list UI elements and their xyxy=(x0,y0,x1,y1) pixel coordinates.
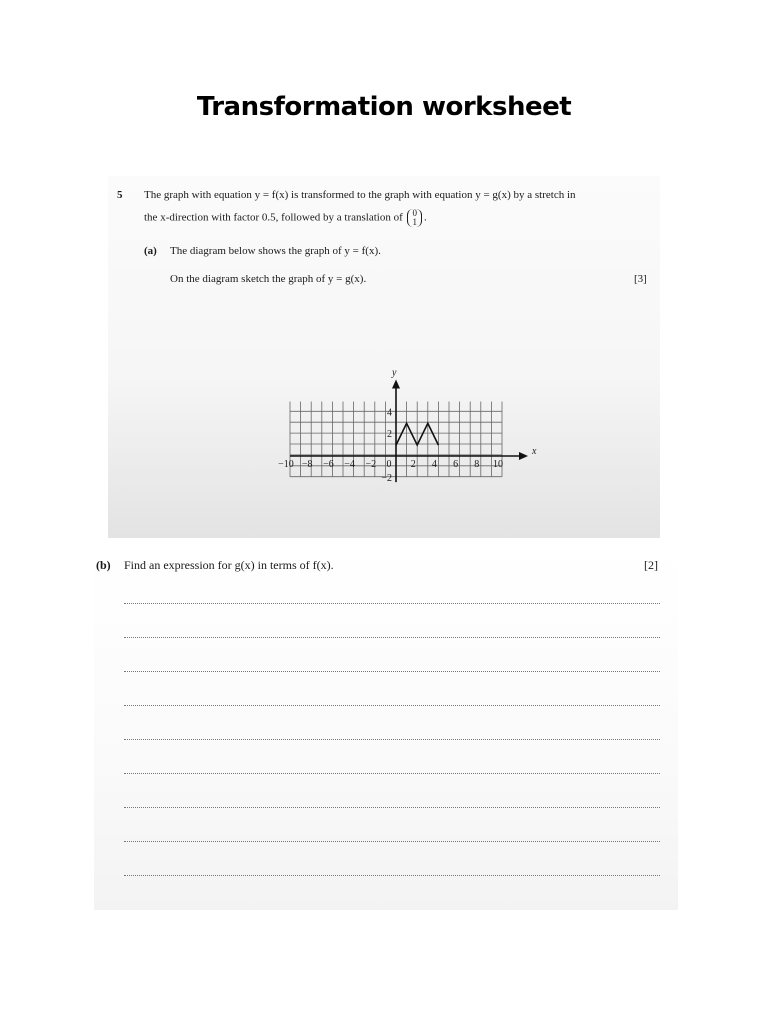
x-tick-label: −10 xyxy=(278,459,294,470)
x-axis-arrow xyxy=(519,452,528,460)
question-text-line-2-prefix: the x-direction with factor 0.5, followed by a translation of xyxy=(144,211,403,224)
part-a-marks: [3] xyxy=(634,273,647,285)
x-tick-label: −6 xyxy=(323,459,334,470)
answer-line[interactable] xyxy=(124,807,660,808)
part-a-label: (a) xyxy=(144,245,157,257)
part-b-text: Find an expression for g(x) in terms of f(x). xyxy=(124,558,334,572)
x-tick-label: 10 xyxy=(493,459,503,470)
y-tick-label: −2 xyxy=(381,472,392,484)
vector-bottom: 1 xyxy=(412,217,417,227)
question-number: 5 xyxy=(117,189,123,201)
x-tick-label: 2 xyxy=(410,459,416,470)
graph-tick-labels xyxy=(278,407,503,483)
answer-line[interactable] xyxy=(124,841,660,842)
question-text-line-2 xyxy=(144,209,427,227)
answer-line[interactable] xyxy=(124,739,660,740)
x-tick-label: −4 xyxy=(344,459,355,470)
part-a-text-2: On the diagram sketch the graph of y = g(x). xyxy=(170,273,367,285)
x-tick-label: 8 xyxy=(474,459,480,470)
vector-top: 0 xyxy=(412,208,417,218)
page-title: Transformation worksheet xyxy=(196,92,572,122)
answer-line[interactable] xyxy=(124,705,660,706)
question-text-line-2-suffix: . xyxy=(423,211,427,224)
x-tick-label: −2 xyxy=(365,459,377,470)
part-b-label: (b) xyxy=(96,558,111,572)
answer-line[interactable] xyxy=(124,875,660,876)
x-tick-label: 0 xyxy=(386,459,392,470)
x-axis-label: x xyxy=(532,446,537,457)
x-tick-label: −8 xyxy=(301,459,313,470)
answer-line[interactable] xyxy=(124,671,660,672)
y-tick-label: 2 xyxy=(387,429,392,441)
answer-line[interactable] xyxy=(124,637,660,638)
y-tick-label: 4 xyxy=(387,407,392,419)
answer-line[interactable] xyxy=(124,773,660,774)
question-text-line-1: The graph with equation y = f(x) is transformed to the graph with equation y = g(x) by a stretch in xyxy=(144,189,576,201)
y-axis-label: y xyxy=(392,367,397,379)
x-tick-label: 4 xyxy=(431,459,437,470)
part-a-text-1: The diagram below shows the graph of y = f(x). xyxy=(170,245,381,257)
translation-vector xyxy=(407,209,422,227)
answer-line[interactable] xyxy=(124,603,660,604)
y-axis-arrow xyxy=(392,380,400,389)
x-tick-label: 6 xyxy=(453,459,459,470)
function-graph[interactable] xyxy=(160,310,650,520)
part-b-marks: [2] xyxy=(644,558,658,572)
